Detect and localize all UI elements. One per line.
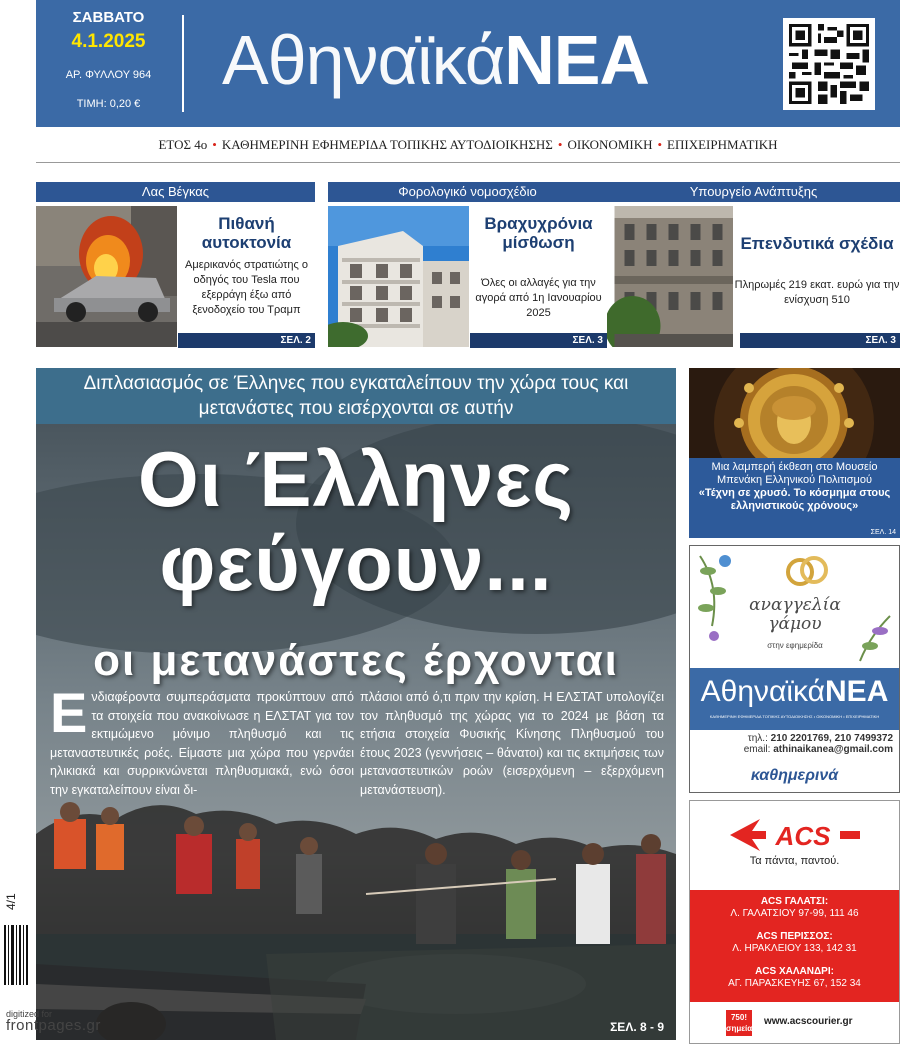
bullet-icon: • bbox=[557, 137, 563, 152]
bullet-icon: • bbox=[657, 137, 663, 152]
teaser-title: Επενδυτικά σχέδια bbox=[740, 234, 894, 253]
logo-bold-text: ΝΕΑ bbox=[504, 21, 649, 99]
watermark bbox=[6, 1008, 101, 1032]
tagline-year: ΕΤΟΣ 4ο bbox=[158, 137, 208, 152]
main-story[interactable] bbox=[36, 424, 676, 1040]
wedding-title: αναγγελία γάμου bbox=[749, 595, 841, 634]
teaser-title: Βραχυχρόνια μίσθωση bbox=[484, 214, 593, 252]
teaser-page-ref: ΣΕΛ. 3 bbox=[470, 333, 607, 348]
exhibition-line1: Μια λαμπερή έκθεση στο Μουσείο bbox=[711, 461, 878, 473]
location-address: ΑΓ. ΠΑΡΑΣΚΕΥΗΣ 67, 152 34 bbox=[728, 978, 861, 989]
feature-page-ref: ΣΕΛ. 8 - 9 bbox=[610, 1020, 664, 1034]
tagline-item: ΚΑΘΗΜΕΡΙΝΗ ΕΦΗΜΕΡΙΔΑ ΤΟΠΙΚΗΣ ΑΥΤΟΔΙΟΙΚΗΣΗΣ bbox=[221, 137, 553, 152]
newspaper-logo[interactable] bbox=[222, 18, 649, 102]
location-name: ACS ΓΑΛΑΤΣΙ: bbox=[760, 896, 829, 907]
logo-light-text: Αθηναϊκά bbox=[700, 675, 826, 708]
location-name: ACS ΧΑΛΑΝΔΡΙ: bbox=[755, 966, 834, 977]
teaser-section: Λας Βέγκας bbox=[36, 182, 315, 202]
masthead-tagline bbox=[36, 128, 900, 163]
teaser-section: Φορολογικό νομοσχέδιο bbox=[328, 182, 607, 202]
acs-locations bbox=[690, 890, 899, 1002]
drop-cap: Ε bbox=[50, 681, 88, 744]
tagline-item: ΕΠΙΧΕΙΡΗΜΑΤΙΚΗ bbox=[667, 137, 778, 152]
teaser-page-ref: ΣΕΛ. 3 bbox=[740, 333, 900, 348]
issue-price: ΤΙΜΗ: 0,20 € bbox=[76, 98, 141, 110]
main-headline-line1: Οι Έλληνες bbox=[138, 435, 574, 523]
teaser-las-vegas[interactable] bbox=[36, 182, 315, 348]
spine-date: 4/1 bbox=[4, 893, 18, 910]
location-address: Λ. ΗΡΑΚΛΕΙΟΥ 133, 142 31 bbox=[732, 943, 857, 954]
exhibition-caption bbox=[689, 461, 900, 513]
issue-date: 4.1.2025 bbox=[71, 31, 146, 52]
teaser-tax-bill[interactable] bbox=[328, 182, 607, 348]
masthead-divider bbox=[182, 15, 184, 112]
wedding-announcement-ad[interactable] bbox=[689, 545, 900, 793]
article-text: νδιαφέροντα συμπεράσματα προκύπτουν από τα στοιχεία που ανακοίνωσε η ΕΛΣΤΑΤ για τον εκτιμώμενο μόνιμο πληθυσμό και τις μεταναστευτικές ροές. Είμαστε μια χώρα που γερνάει ηλικιακά και συρρικνώνεται πληθυσμιακά, ενώ όσοι την εγκαταλείπουν είναι δι- bbox=[50, 690, 354, 797]
ministry-building-photo bbox=[607, 206, 733, 347]
acs-website-link[interactable]: www.acscourier.gr bbox=[764, 1016, 853, 1027]
wedding-logo-band bbox=[690, 668, 899, 730]
acs-points-badge: 750! σημεία ACS bbox=[726, 1010, 752, 1036]
acs-logo bbox=[730, 817, 860, 853]
location-name: ACS ΠΕΡΙΣΣΟΣ: bbox=[756, 931, 833, 942]
qr-code-icon[interactable] bbox=[783, 18, 875, 110]
main-headline-line3: οι μετανάστες έρχονται bbox=[93, 636, 619, 685]
exhibition-line2: Μπενάκη Ελληνικού Πολιτισμού bbox=[717, 474, 872, 486]
exhibition-promo[interactable] bbox=[689, 368, 900, 538]
watermark-small: digitized for bbox=[6, 1009, 53, 1019]
location-address: Λ. ΓΑΛΑΤΣΙΟΥ 97-99, 111 46 bbox=[730, 908, 859, 919]
acs-brand-text: ACS bbox=[775, 821, 831, 851]
phone-numbers[interactable]: 210 2201769, 210 7499372 bbox=[770, 733, 893, 744]
teaser-page-ref: ΣΕΛ. 2 bbox=[178, 333, 315, 348]
wedding-logo-tagline: ΚΑΘΗΜΕΡΙΝΗ ΕΦΗΜΕΡΙΔΑ ΤΟΠΙΚΗΣ ΑΥΤΟΔΙΟΙΚΗΣΗΣ • ΟΙΚΟΝΟΜΙΚΗ • ΕΠΙΧΕΙΡΗΜΑΤΙΚΗ bbox=[709, 714, 880, 719]
email-address[interactable]: athinaikanea@gmail.com bbox=[773, 744, 893, 755]
teaser-ministry[interactable] bbox=[607, 182, 900, 348]
teaser-title: Πιθανή αυτοκτονία bbox=[201, 214, 292, 252]
wedding-logo bbox=[690, 674, 899, 710]
teaser-text: Πληρωμές 219 εκατ. ευρώ για την ενίσχυση 510 bbox=[734, 279, 900, 306]
apartment-building-photo bbox=[328, 206, 469, 347]
burning-car-photo bbox=[36, 206, 177, 347]
exhibition-page-ref: ΣΕΛ. 14 bbox=[870, 529, 896, 536]
teaser-section: Υπουργείο Ανάπτυξης bbox=[607, 182, 900, 202]
acs-tagline: Τα πάντα, παντού. bbox=[749, 855, 840, 867]
teaser-text: Αμερικανός στρατιώτης ο οδηγός του Tesla που εξερράγη έξω από ξενοδοχείο του Τραμπ bbox=[185, 259, 308, 316]
barcode-icon bbox=[2, 925, 30, 985]
issue-day: ΣΑΒΒΑΤΟ bbox=[72, 9, 145, 26]
wedding-daily: καθημερινά bbox=[750, 767, 839, 784]
issue-number: ΑΡ. ΦΥΛΛΟΥ 964 bbox=[65, 69, 152, 81]
logo-bold-text: ΝΕΑ bbox=[825, 675, 889, 708]
watermark-site: frontpages.gr bbox=[6, 1017, 101, 1034]
issue-info bbox=[36, 0, 181, 127]
email-label: email: bbox=[743, 744, 771, 755]
logo-light-text: Αθηναϊκά bbox=[222, 21, 505, 99]
article-text: πλάσιοι από ό,τι πριν την κρίση. Η ΕΛΣΤΑΤ υπολογίζει τον πληθυσμό της χώρας για το 2024 με βάση τα ετήσια στοιχεία Φυσικής Κίνησης Πληθυσμού του έτους 2023 (γεννήσεις – θάνατοι) και τις εκτιμήσεις των μεταναστευτικών ροών (εισερχόμενη – εξερχόμενη μετανάστευση). bbox=[360, 690, 664, 797]
phone-label: τηλ.: bbox=[747, 733, 768, 744]
tagline-item: ΟΙΚΟΝΟΜΙΚΗ bbox=[567, 137, 653, 152]
bullet-icon: • bbox=[212, 137, 217, 152]
teaser-text: Όλες οι αλλαγές για την αγορά από 1η Ιανουαρίου 2025 bbox=[475, 277, 602, 319]
acs-courier-ad[interactable] bbox=[689, 800, 900, 1044]
exhibition-title: «Τέχνη σε χρυσό. Το κόσμημα στους ελληνιστικούς χρόνους» bbox=[698, 487, 891, 512]
main-headline-line2: φεύγουν... bbox=[159, 519, 553, 607]
wedding-subtitle: στην εφημερίδα bbox=[767, 641, 823, 650]
masthead bbox=[36, 0, 900, 127]
wedding-contact bbox=[698, 733, 893, 755]
main-subheadline: Διπλασιασμός σε Έλληνες που εγκαταλείπουν την χώρα τους και μετανάστες που εισέρχονται σε αυτήν bbox=[36, 368, 676, 424]
article-column-1 bbox=[50, 681, 354, 799]
article-column-2 bbox=[360, 688, 664, 799]
